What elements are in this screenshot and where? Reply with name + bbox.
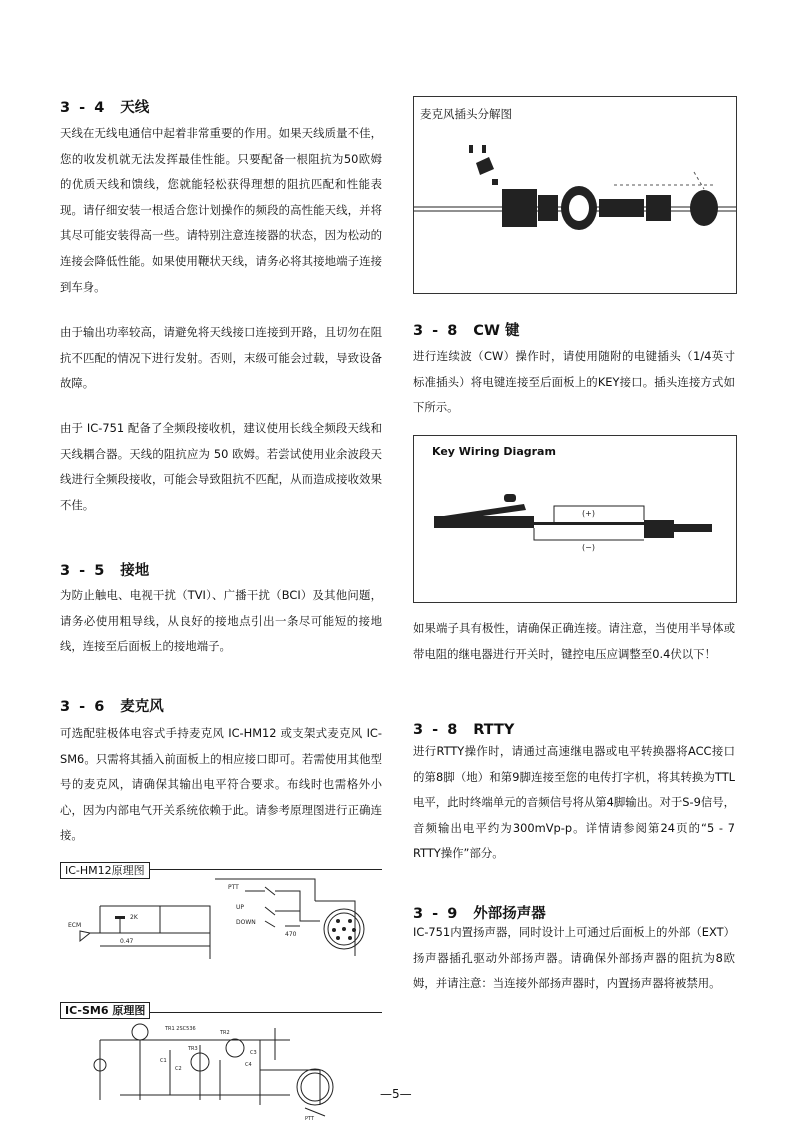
section-title: 麦克风 xyxy=(120,699,164,715)
ptt-text: PTT xyxy=(228,884,239,891)
ground-heading xyxy=(60,559,149,580)
up-text: UP xyxy=(236,904,245,911)
rtty-heading xyxy=(413,722,514,738)
mic-plug-figure xyxy=(413,96,737,294)
antenna-paragraph-2: 由于输出功率较高，请避免将天线接口连接到开路，且切勿在阻抗不匹配的情况下进行发射。否则，末级可能会过载，导致设备故障。 xyxy=(60,325,382,391)
c2-text: C2 xyxy=(175,1066,182,1072)
section-title: CW 键 xyxy=(473,323,520,339)
hm12-circuit xyxy=(60,861,385,979)
section-number: 3 - 8 xyxy=(413,323,460,339)
mic-plug-drawing xyxy=(414,97,736,293)
minus-label: (−) xyxy=(582,543,595,552)
section-number: 3 - 5 xyxy=(60,563,107,579)
c1-text: C1 xyxy=(160,1058,167,1064)
key-wiring-diagram xyxy=(413,435,737,603)
r470-text: 470 xyxy=(285,931,297,938)
sm6-schematic xyxy=(60,1000,385,1122)
c3-text: C3 xyxy=(250,1050,257,1056)
section-number: 3 - 6 xyxy=(60,699,107,715)
sm6-circuit xyxy=(60,1000,385,1122)
cw-paragraph-1: 进行连续波（CW）操作时，请使用随附的电键插头（1/4英寸标准插头）将电键连接至后面板上的KEY接口。插头连接方式如下所示。 xyxy=(413,349,735,415)
rtty-paragraph: 进行RTTY操作时，请通过高速继电器或电平转换器将ACC接口的第8脚（地）和第9脚连接至您的电传打字机，将其转换为TTL电平，此时终端单元的音频信号将从第4脚输出。对于S-9信号，音频输出电平约为300mVp-p。详情请参阅第24页的“5 - 7 RTTY操作”部分。 xyxy=(413,744,735,861)
antenna-paragraph-1: 天线在无线电通信中起着非常重要的作用。如果天线质量不佳，您的收发机就无法发挥最佳性能。只要配备一根阻抗为50欧姆的优质天线和馈线，您就能轻松获得理想的阻抗匹配和性能表现。请仔细安装一根适合您计划操作的频段的高性能天线，并将其尽可能安装得高一些。请特别注意连接器的状态，因为松动的连接会降低性能。如果使用鞭状天线，请务必将其接地端子连接到车身。 xyxy=(60,126,382,294)
tr3-text: TR3 xyxy=(188,1046,198,1052)
sm6-label: IC-SM6 原理图 xyxy=(60,1002,150,1019)
cw-paragraph-2: 如果端子具有极性，请确保正确连接。请注意，当使用半导体或带电阻的继电器进行开关时，键控电压应调整至0.4伏以下！ xyxy=(413,621,735,661)
section-title: RTTY xyxy=(473,722,515,738)
mic-paragraph: 可选配驻极体电容式手持麦克风 IC-HM12 或支架式麦克风 IC-SM6。只需将其插入前面板上的相应接口即可。若需使用其他型号的麦克风，请确保其输出电平符合要求。布线时也需格外小心，因为内部电气开关系统依赖于此。请参考原理图进行正确连接。 xyxy=(60,726,382,843)
mic-heading xyxy=(60,695,164,716)
section-title: 天线 xyxy=(120,100,150,116)
key-wiring-drawing xyxy=(414,436,736,602)
c047-text: 0.47 xyxy=(120,938,134,945)
ground-paragraph: 为防止触电、电视干扰（TVI）、广播干扰（BCI）及其他问题，请务必使用粗导线，从良好的接地点引出一条尽可能短的接地线，连接至后面板上的接地端子。 xyxy=(60,588,382,654)
page-number: —5— xyxy=(380,1087,412,1101)
section-title: 外部扬声器 xyxy=(473,906,546,922)
ecm-text: ECM xyxy=(68,922,82,929)
speaker-paragraph: IC-751内置扬声器，同时设计上可通过后面板上的外部（EXT）扬声器插孔驱动外部扬声器。请确保外部扬声器的阻抗为8欧姆，并请注意：当连接外部扬声器时，内置扬声器将被禁用。 xyxy=(413,925,735,991)
section-title: 接地 xyxy=(120,563,150,579)
section-number: 3 - 8 xyxy=(413,722,460,738)
section-number: 3 - 9 xyxy=(413,906,460,922)
plus-label: (+) xyxy=(582,509,595,518)
tr1-text: TR1 2SC536 xyxy=(165,1026,196,1032)
antenna-heading xyxy=(60,96,149,117)
section-number: 3 - 4 xyxy=(60,100,107,116)
mic-plug-figure-title: 麦克风插头分解图 xyxy=(420,107,512,121)
down-text: DOWN xyxy=(236,919,256,926)
cw-heading xyxy=(413,319,519,340)
antenna-paragraph-3: 由于 IC-751 配备了全频段接收机，建议使用长线全频段天线和天线耦合器。天线的阻抗应为 50 欧姆。若尝试使用业余波段天线进行全频段接收，可能会导致阻抗不匹配，从而造成接收效果不佳。 xyxy=(60,421,382,512)
sm6-ptt-text: PTT xyxy=(305,1116,315,1122)
tr2-text: TR2 xyxy=(220,1030,230,1036)
hm12-label: IC-HM12原理图 xyxy=(60,862,150,879)
r2k-text: 2K xyxy=(130,914,138,921)
c4-text: C4 xyxy=(245,1062,252,1068)
key-wiring-title: Key Wiring Diagram xyxy=(432,445,556,458)
hm12-schematic xyxy=(60,861,385,979)
